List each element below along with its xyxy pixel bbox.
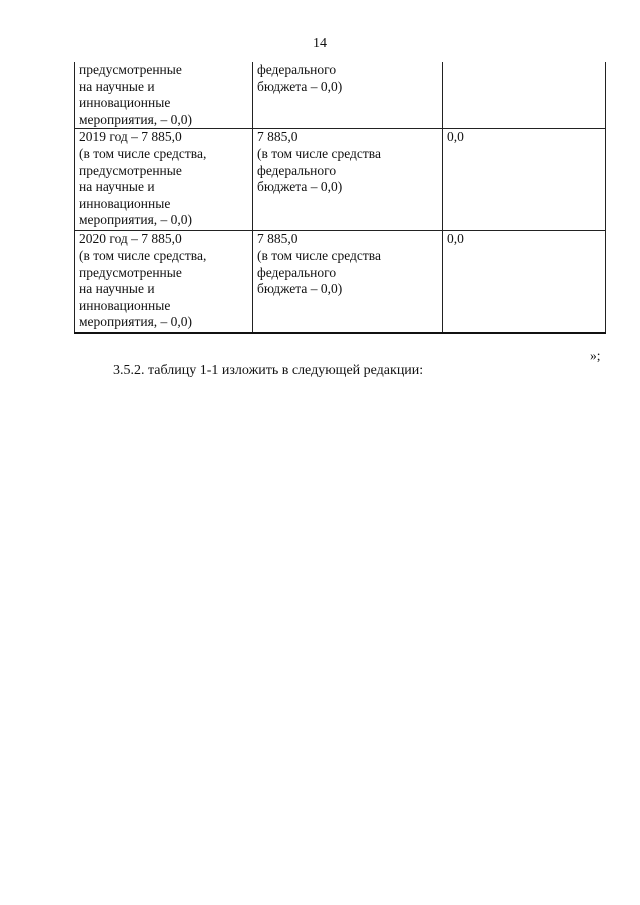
closing-quote: »; — [590, 348, 601, 363]
table-cell-regional-budget: 7 885,0 (в том числе средства федерального бюджета – 0,0) — [253, 231, 443, 334]
table-row — [75, 129, 606, 231]
table-cell-other-sources: 0,0 — [443, 231, 606, 334]
funding-table — [74, 62, 606, 334]
table-cell-regional-budget: 7 885,0 (в том числе средства федерального бюджета – 0,0) — [253, 129, 443, 231]
table-cell-other-sources — [443, 62, 606, 129]
table-cell-other-sources: 0,0 — [443, 129, 606, 231]
table-cell-total: 2019 год – 7 885,0 (в том числе средства, предусмотренные на научные и инновационные мероприятия, – 0,0) — [75, 129, 253, 231]
table-cell-total: 2020 год – 7 885,0 (в том числе средства, предусмотренные на научные и инновационные мероприятия, – 0,0) — [75, 231, 253, 334]
table-row — [75, 62, 606, 129]
table-cell-total: предусмотренные на научные и инновационные мероприятия, – 0,0) — [75, 62, 253, 129]
table-cell-regional-budget: федерального бюджета – 0,0) — [253, 62, 443, 129]
instruction-paragraph: 3.5.2. таблицу 1-1 изложить в следующей редакции: — [113, 363, 424, 378]
table-row — [75, 231, 606, 334]
page-number: 14 — [313, 36, 327, 51]
